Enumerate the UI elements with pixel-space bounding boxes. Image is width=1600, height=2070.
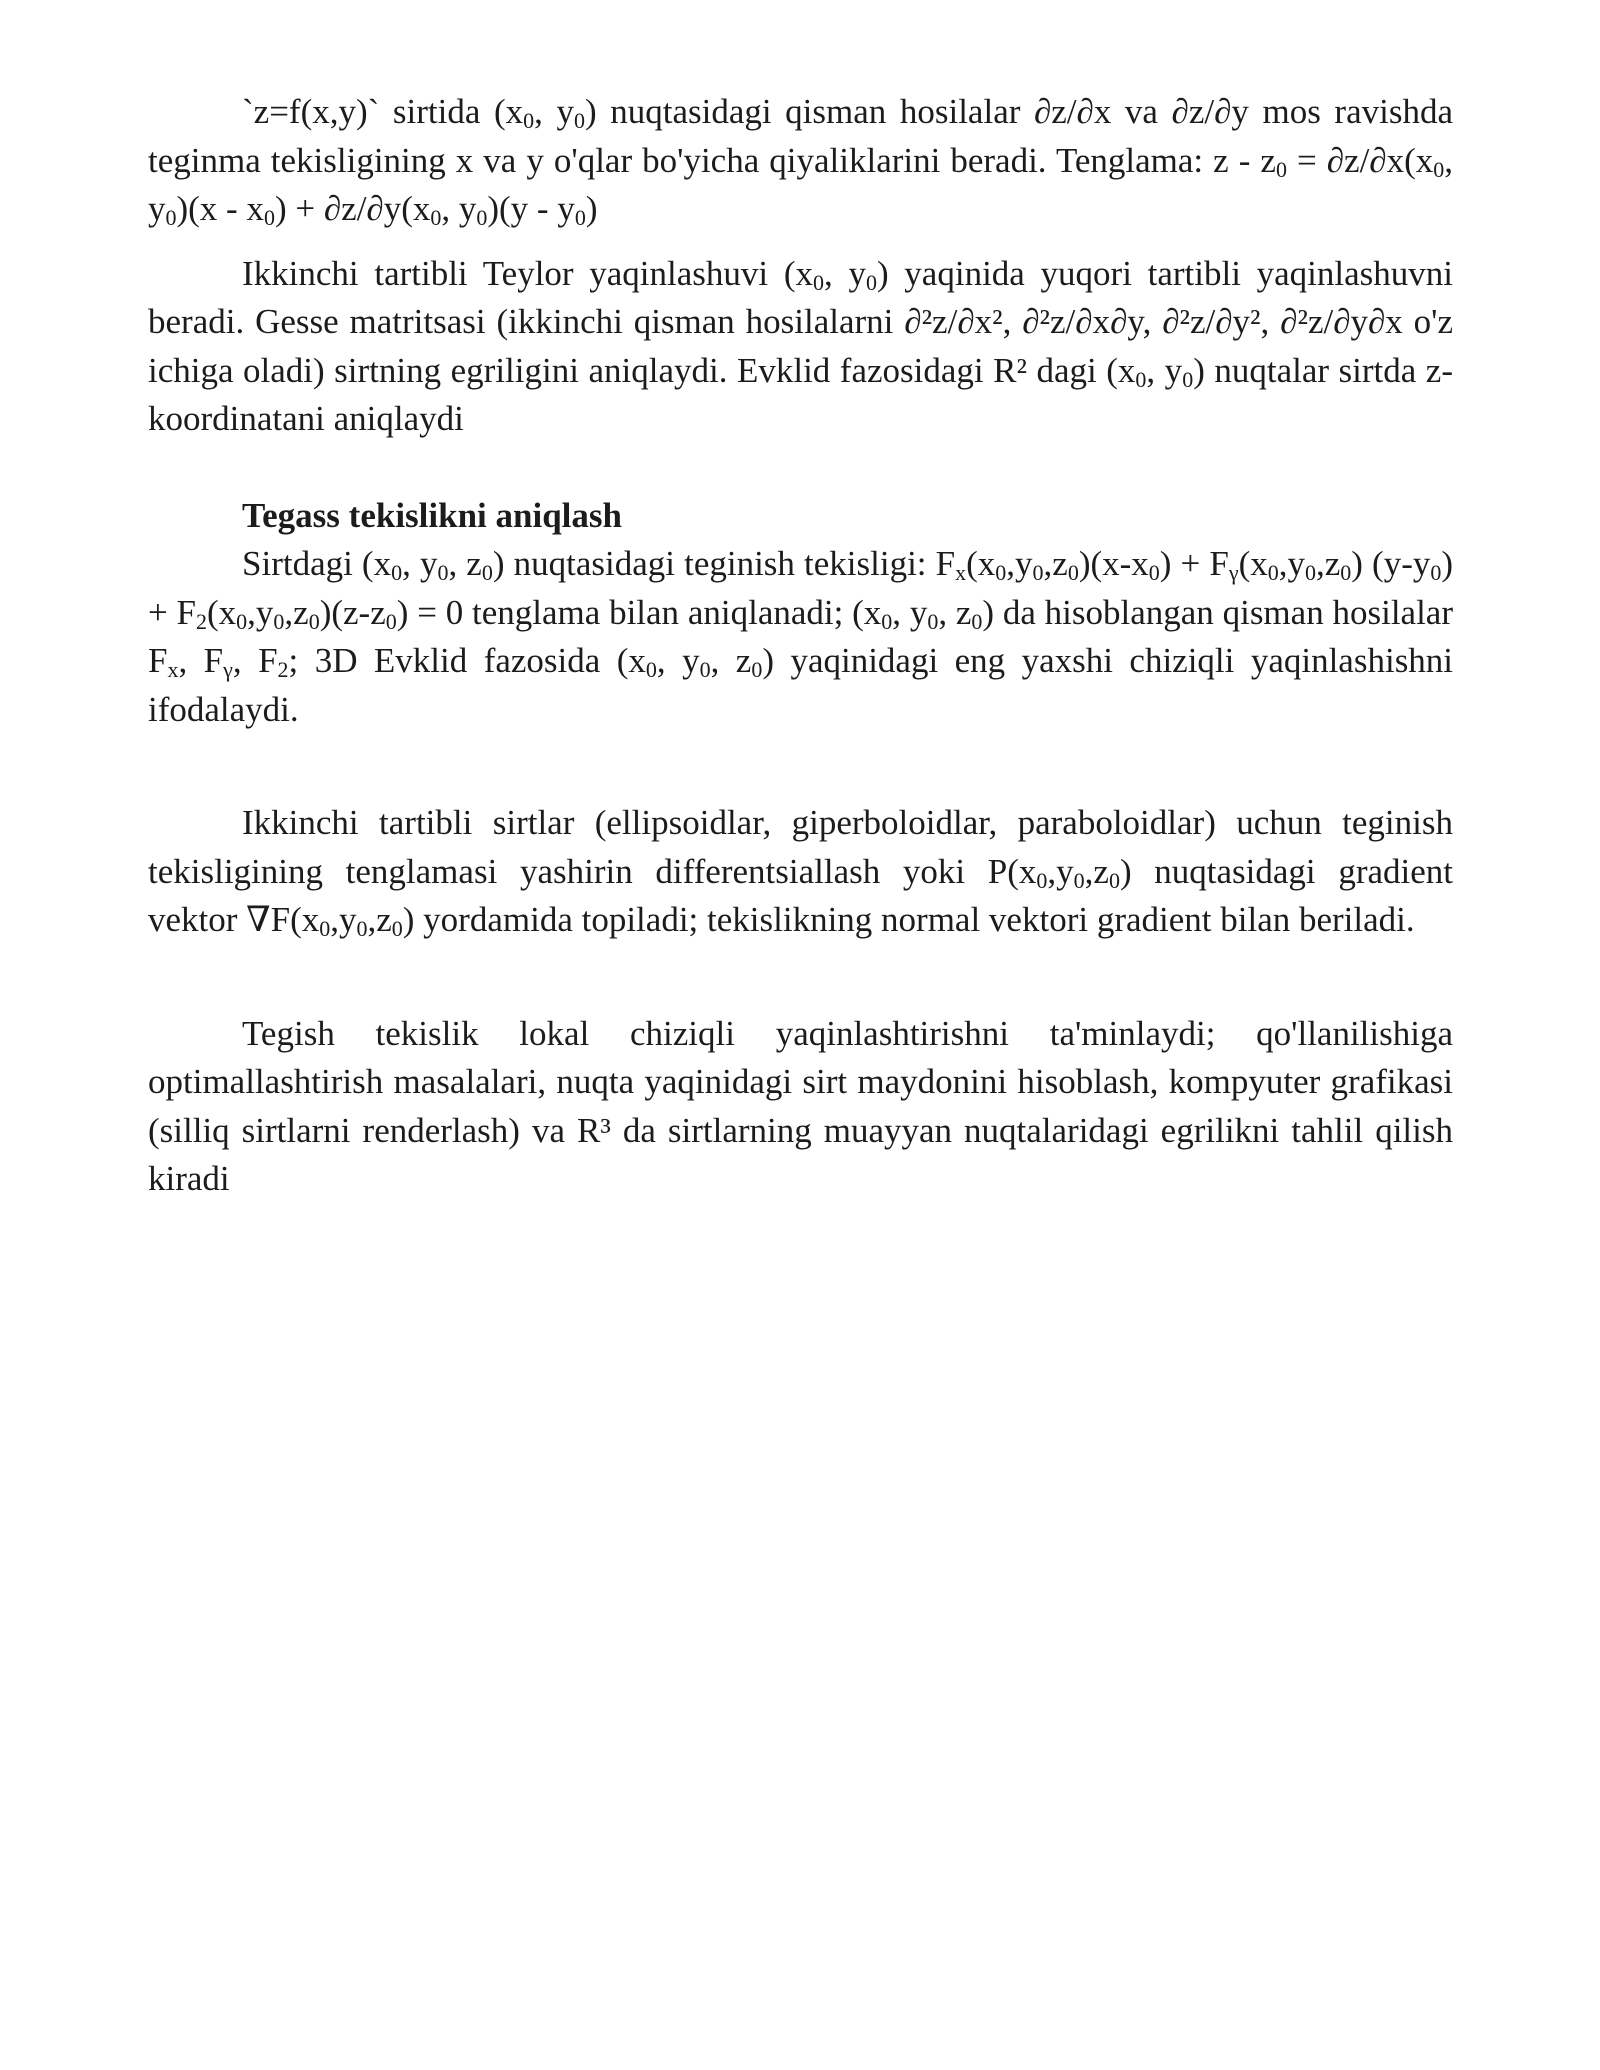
subscript: 0 xyxy=(356,916,368,941)
subscript: 0 xyxy=(391,916,403,941)
subscript: 0 xyxy=(1067,560,1079,585)
paragraph-tangent-plane: Sirtdagi (x0, y0, z0) nuqtasidagi teginish tekisligi: Fx(x0,y0,z0)(x-x0) + Fγ(x0,y0,z0) (y-y0) + F2(x0,y0,z0)(z-z0) = 0 tenglama bilan aniqlanadi; (x0, y0, z0) da hisoblangan qisman hosilalar Fx, Fγ, F2; 3D Evklid fazosida (x0, y0, z0) yaqinidagi eng yaxshi chiziqli yaqinlashishni ifodalaydi. xyxy=(148,544,1454,729)
subscript: 0 xyxy=(1433,156,1445,182)
subscript: 0 xyxy=(308,608,320,634)
subscript: 0 xyxy=(476,205,488,230)
subscript: x xyxy=(167,657,179,682)
paragraph-partial-derivatives: `z=f(x,y)` sirtida (x0, y0) nuqtasidagi qisman hosilalar ∂z/∂x va ∂z/∂y mos ravishda teginma tekisligining x va y o'qlar bo'yicha qiyaliklarini beradi. Tenglama: z - z0 = ∂z/∂x(x0, y0)(x - x0) + ∂z/∂y(x0, y0)(y - y0) xyxy=(148,92,1453,230)
subscript: 0 xyxy=(1036,867,1048,893)
section-heading: Tegass tekislikni aniqlash xyxy=(242,495,622,535)
subscript: γ xyxy=(1228,560,1239,585)
subscript: 0 xyxy=(1073,867,1085,893)
subscript: 0 xyxy=(699,657,711,682)
subscript: 0 xyxy=(1275,156,1287,182)
subscript: 0 xyxy=(385,608,397,634)
subscript: 0 xyxy=(165,205,177,230)
subscript: 0 xyxy=(1267,560,1279,585)
subscript: γ xyxy=(223,657,233,682)
subscript: 0 xyxy=(927,608,939,634)
subscript: 0 xyxy=(865,269,877,295)
paragraph-taylor-hessian: Ikkinchi tartibli Teylor yaqinlashuvi (x0, y0) yaqinida yuqori tartibli yaqinlashuvni beradi. Gesse matritsasi (ikkinchi qisman hosilalarni ∂²z/∂x², ∂²z/∂x∂y, ∂²z/∂y², ∂²z/∂y∂x o'z ichiga oladi) sirtning egriligini aniqlaydi. Evklid fazosidagi R² dagi (x0, y0) nuqtalar sirtda z-koordinatani aniqlaydi xyxy=(148,253,1453,438)
subscript: 0 xyxy=(481,560,493,585)
subscript: 0 xyxy=(319,916,331,941)
subscript: 0 xyxy=(1182,366,1194,392)
document-page xyxy=(148,88,1453,1204)
subscript: 2 xyxy=(277,657,289,682)
subscript: 0 xyxy=(1135,366,1147,392)
subscript: 2 xyxy=(196,608,207,634)
subscript: 0 xyxy=(1032,560,1044,585)
subscript: 0 xyxy=(391,560,403,585)
paragraph-applications: Tegish tekislik lokal chiziqli yaqinlashtirishni ta'minlaydi; qo'llanilishiga optimallashtirish masalalari, nuqta yaqinidagi sirt maydonini hisoblash, kompyuter grafikasi (silliq sirtlarni renderlash) va R³ da sirtlarning muayyan nuqtalaridagi egrilikni tahlil qilish kiradi xyxy=(148,1013,1453,1198)
subscript: 0 xyxy=(574,205,586,230)
subscript: x xyxy=(955,560,967,585)
subscript: 0 xyxy=(881,608,893,634)
paragraph-second-order-surfaces: Ikkinchi tartibli sirtlar (ellipsoidlar, giperboloidlar, paraboloidlar) uchun teginish tekisligining tenglamasi yashirin differentsiallash yoki P(x0,y0,z0) nuqtasidagi gradient vektor ∇F(x0,y0,z0) yordamida topiladi; tekislikning normal vektori gradient bilan beriladi. xyxy=(148,803,1453,941)
subscript: 0 xyxy=(995,560,1007,585)
subscript: 0 xyxy=(263,205,275,230)
subscript: 0 xyxy=(523,108,535,133)
subscript: 0 xyxy=(437,560,449,585)
subscript: 0 xyxy=(971,608,983,634)
subscript: 0 xyxy=(273,608,285,634)
subscript: 0 xyxy=(1108,867,1120,893)
subscript: 0 xyxy=(813,269,824,295)
subscript: 0 xyxy=(1430,560,1442,585)
subscript: 0 xyxy=(751,657,763,682)
subscript: 0 xyxy=(1148,560,1160,585)
subscript: 0 xyxy=(430,205,442,230)
subscript: 0 xyxy=(573,108,585,133)
subscript: 0 xyxy=(1340,560,1352,585)
subscript: 0 xyxy=(1305,560,1316,585)
subscript: 0 xyxy=(236,608,248,634)
subscript: 0 xyxy=(645,657,657,682)
